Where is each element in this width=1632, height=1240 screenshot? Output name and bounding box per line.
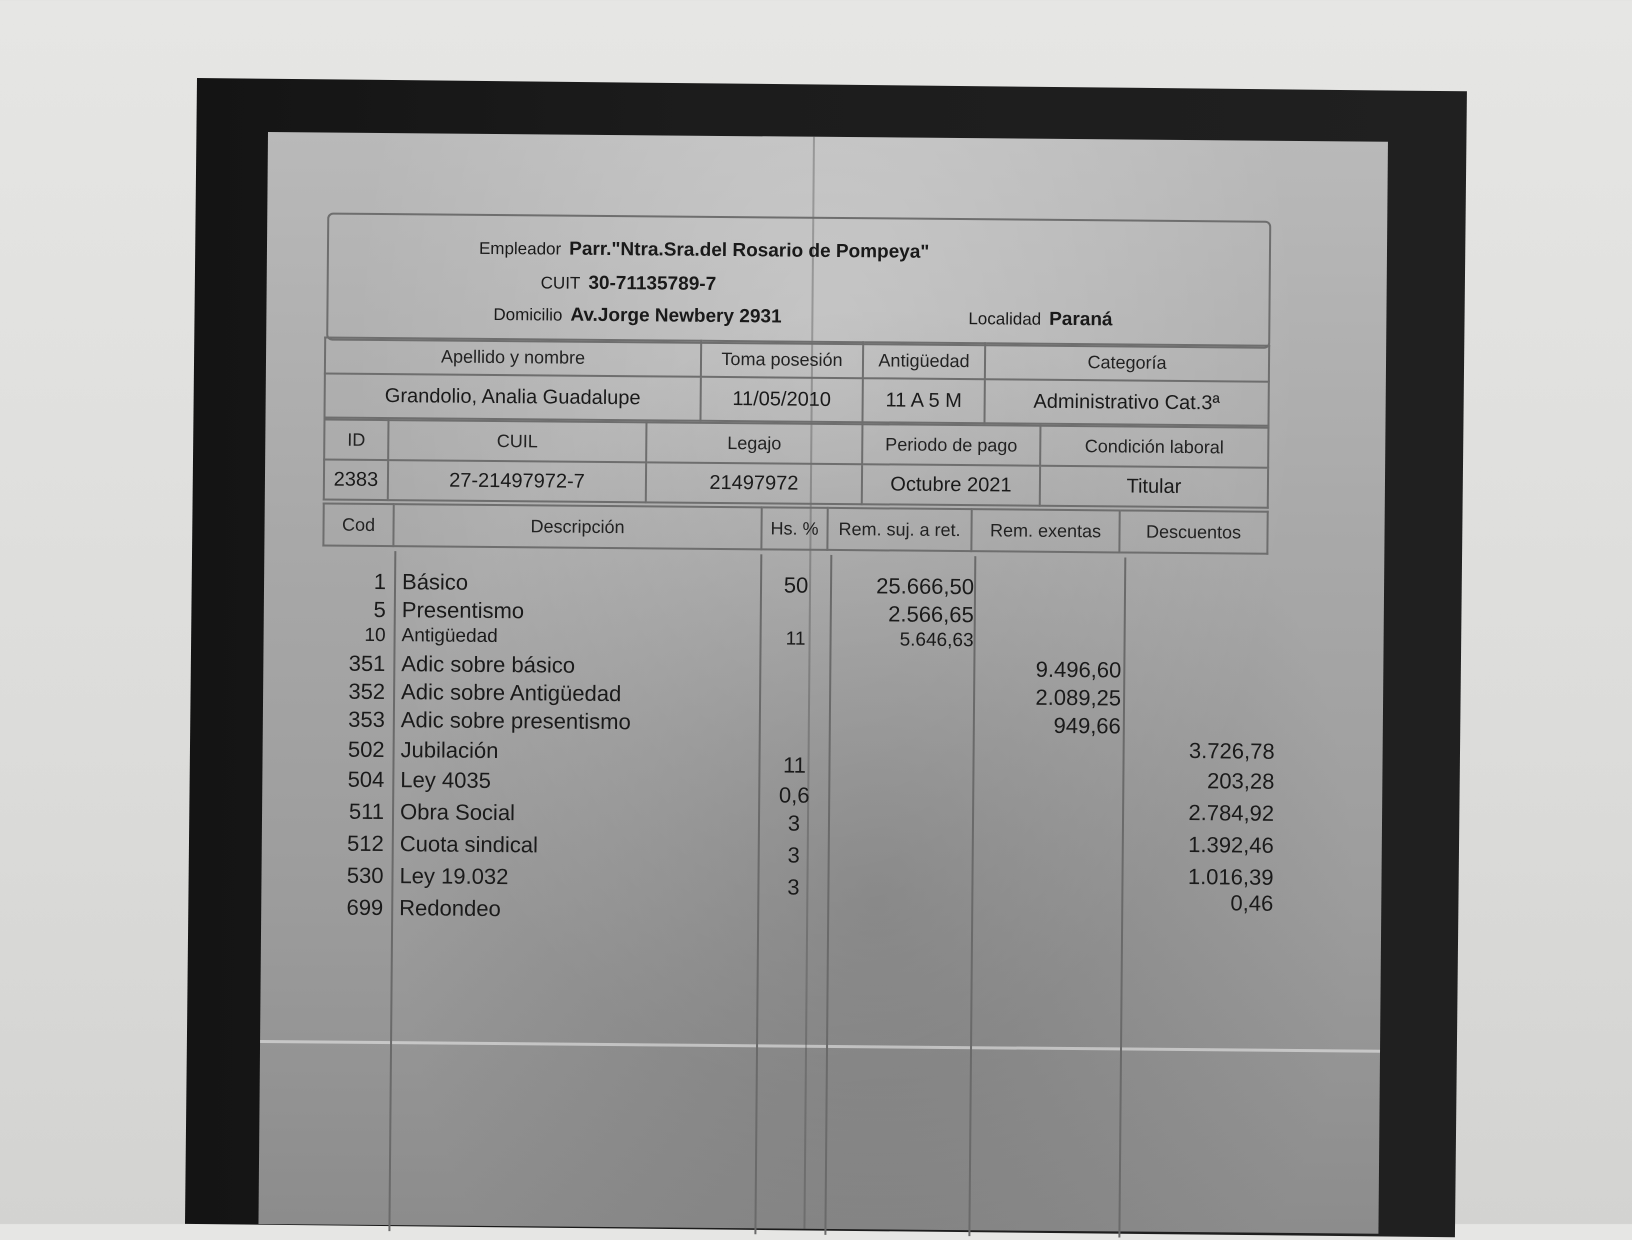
header-deductions: Descuentos: [1119, 510, 1267, 553]
table-row: [314, 798, 1274, 834]
employee-category: Administrativo Cat.3ª: [984, 379, 1268, 425]
header-id: ID: [324, 420, 388, 461]
item-description: Básico: [401, 569, 469, 595]
item-deduction: 2.784,92: [1188, 800, 1275, 826]
item-taxable-pay: [834, 867, 972, 868]
item-exempt-pay: [977, 742, 1121, 743]
item-deduction: 0,46: [1230, 890, 1274, 916]
address-label: Domicilio: [493, 304, 563, 325]
item-deduction: [1127, 658, 1275, 659]
employer-address: Av.Jorge Newbery 2931: [570, 304, 782, 328]
header-hours-percent: Hs. %: [761, 507, 827, 550]
item-description: Ley 19.032: [399, 863, 509, 890]
item-description: Redondeo: [399, 895, 501, 922]
item-exempt-pay: [976, 868, 1120, 869]
payslip-document: [258, 132, 1387, 1234]
item-description: Cuota sindical: [399, 831, 539, 858]
item-exempt-pay: [976, 772, 1120, 773]
item-exempt-pay: [978, 630, 1122, 631]
item-code: 5: [373, 596, 386, 623]
item-hours-percent: 11: [785, 628, 806, 650]
item-description: Ley 4035: [400, 767, 491, 793]
item-deduction: 1.392,46: [1188, 832, 1274, 858]
item-code: 351: [348, 650, 386, 677]
address-line: [493, 304, 781, 329]
item-hours-percent: [761, 898, 825, 899]
header-description: Descripción: [393, 504, 761, 549]
item-deduction: 203,28: [1206, 768, 1275, 794]
header-code: Cod: [323, 504, 393, 547]
item-code: 511: [348, 798, 385, 825]
item-taxable-pay: 25.666,50: [876, 573, 975, 600]
item-hours-percent: 0,6: [778, 782, 810, 808]
header-start-date: Toma posesión: [701, 341, 863, 378]
item-description: Adic sobre presentismo: [400, 707, 631, 735]
item-exempt-pay: 9.496,60: [1035, 656, 1122, 683]
header-employment-status: Condición laboral: [1040, 426, 1268, 468]
item-deduction: [1128, 576, 1276, 577]
header-name: Apellido y nombre: [325, 338, 701, 377]
item-hours-percent: 50: [783, 572, 809, 598]
employee-name: Grandolio, Analia Guadalupe: [325, 374, 701, 421]
item-code: 512: [346, 830, 384, 857]
item-taxable-pay: [835, 711, 973, 712]
item-deduction: [1128, 604, 1276, 605]
item-description: Obra Social: [399, 799, 516, 826]
item-exempt-pay: [978, 574, 1122, 575]
pay-period: Octubre 2021: [862, 464, 1040, 506]
table-row: [314, 766, 1275, 808]
item-description: Antigüedad: [401, 625, 498, 648]
item-deduction: 1.016,39: [1187, 864, 1274, 890]
items-body: [310, 550, 1276, 1238]
item-code: 502: [347, 736, 385, 763]
item-hours-percent: 3: [787, 842, 800, 868]
employee-start-date: 11/05/2010: [700, 377, 862, 422]
item-taxable-pay: [834, 803, 972, 804]
cuit-line: [541, 272, 717, 296]
item-hours-percent: [763, 710, 827, 711]
item-exempt-pay: [976, 804, 1120, 805]
item-exempt-pay: [976, 836, 1120, 837]
item-description: Presentismo: [401, 597, 525, 624]
header-seniority: Antigüedad: [863, 342, 985, 379]
employee-file-number: 21497972: [646, 462, 862, 504]
employer-name: Parr."Ntra.Sra.del Rosario de Pompeya": [569, 238, 930, 263]
employment-status: Titular: [1040, 466, 1268, 508]
id-table: [323, 418, 1270, 508]
item-hours-percent: 3: [787, 810, 801, 836]
employee-id: 2383: [324, 460, 388, 501]
employer-cuit: 30-71135789-7: [588, 272, 717, 295]
item-description: Adic sobre básico: [401, 651, 576, 678]
employee-cuil: 27-21497972-7: [388, 460, 646, 502]
item-description: Jubilación: [400, 737, 499, 764]
employee-table: [324, 336, 1271, 426]
item-taxable-pay: [834, 835, 972, 836]
item-taxable-pay: 2.566,65: [888, 601, 974, 628]
header-file-number: Legajo: [646, 422, 862, 464]
item-taxable-pay: [834, 771, 972, 772]
item-exempt-pay: 2.089,25: [1035, 684, 1122, 711]
item-code: 699: [346, 894, 384, 921]
item-deduction: 3.726,78: [1188, 738, 1275, 764]
employer-label: Empleador: [478, 238, 562, 259]
employer-locality: Paraná: [1049, 308, 1113, 331]
item-description: Adic sobre Antigüedad: [401, 679, 622, 707]
item-hours-percent: [764, 600, 828, 601]
locality-label: Localidad: [968, 309, 1042, 329]
item-deduction: [1128, 632, 1276, 633]
item-code: 10: [364, 624, 386, 647]
item-taxable-pay: [835, 655, 973, 656]
cuit-label: CUIT: [540, 273, 581, 293]
table-row: [313, 890, 1274, 930]
item-hours-percent: [763, 654, 827, 655]
employee-seniority: 11 A 5 M: [862, 378, 984, 423]
item-taxable-pay: [835, 683, 973, 684]
header-cuil: CUIL: [388, 420, 646, 462]
header-taxable-pay: Rem. suj. a ret.: [827, 508, 971, 551]
item-code: 530: [346, 862, 384, 889]
item-taxable-pay: [833, 899, 971, 900]
item-code: 353: [348, 706, 385, 733]
header-pay-period: Periodo de pago: [862, 424, 1040, 466]
item-hours-percent: 3: [787, 874, 800, 900]
item-hours-percent: [763, 682, 827, 683]
item-taxable-pay: [835, 741, 973, 742]
item-hours-percent: 11: [782, 752, 807, 778]
header-exempt-pay: Rem. exentas: [971, 509, 1119, 552]
item-code: 504: [347, 766, 385, 793]
item-code: 1: [373, 568, 387, 595]
item-code: 352: [348, 678, 386, 705]
item-exempt-pay: [978, 602, 1122, 603]
locality-line: [968, 308, 1112, 331]
header-category: Categoría: [985, 343, 1269, 381]
item-exempt-pay: 949,66: [1053, 712, 1121, 739]
employer-header: [326, 213, 1271, 349]
item-taxable-pay: 5.646,63: [899, 629, 974, 652]
items-header: [322, 502, 1268, 554]
item-deduction: [1127, 714, 1275, 715]
table-row: [314, 830, 1274, 866]
item-exempt-pay: [975, 900, 1119, 901]
item-deduction: [1127, 686, 1275, 687]
employer-line: [479, 238, 930, 264]
